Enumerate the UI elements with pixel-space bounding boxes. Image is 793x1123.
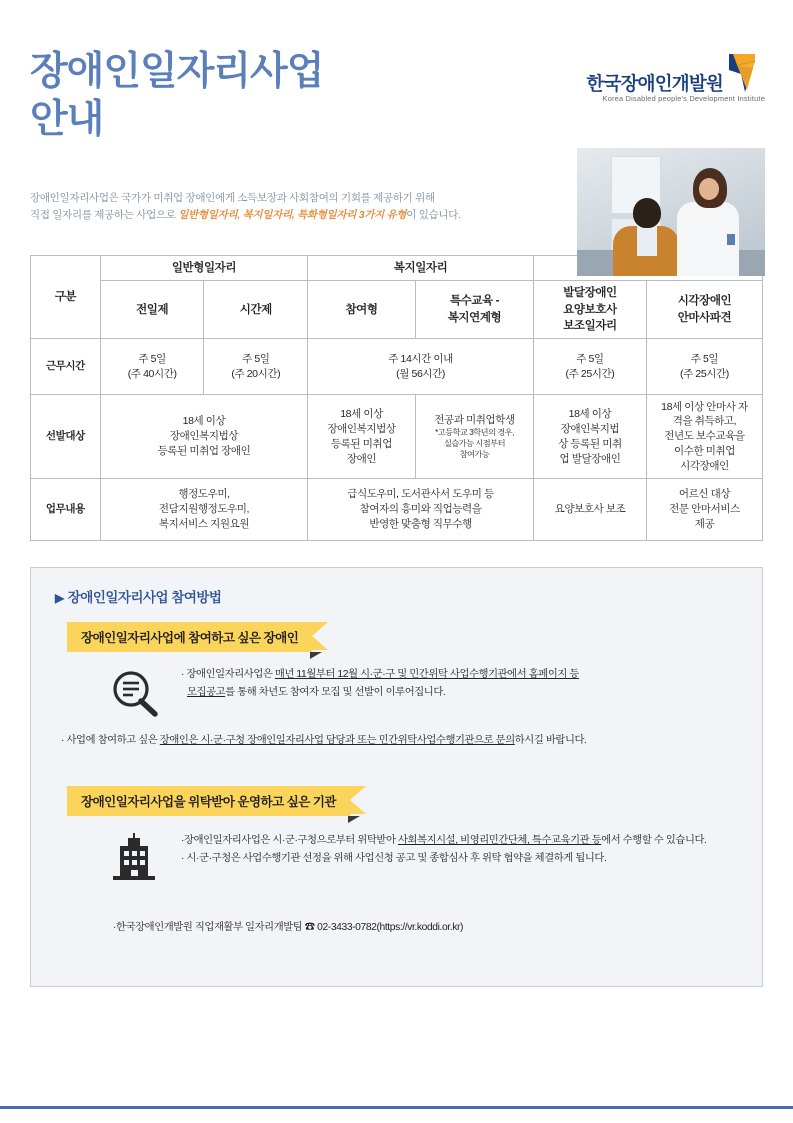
ribbon-institution-shadow — [348, 816, 360, 823]
page-title — [30, 48, 450, 143]
table-row — [31, 395, 763, 479]
table-subheader-fulltime: 전일제 — [100, 281, 204, 339]
cell-working-hours-visual: 주 5일 (주 25시간) — [646, 339, 762, 395]
header-description-prefix: 직접 일자리를 제공하는 사업으로 — [30, 209, 179, 222]
table-subheader-special-education: 특수교육 - 복지연계형 — [415, 281, 533, 339]
cell-duties-visual: 어르신 대상 전문 안마서비스 제공 — [646, 479, 762, 541]
header-description-line2 — [30, 207, 510, 224]
header-description — [30, 190, 510, 225]
header-description-suffix: 이 있습니다. — [406, 209, 461, 222]
photo-person-seated-shirt — [637, 226, 657, 256]
participant-info-line-3: · 사업에 참여하고 싶은 장애인은 시·군·구청 장애인일자리사업 담당과 또는 민간위탁사업수행기관으로 문의하시길 바랍니다. — [61, 735, 587, 747]
page-title-line1: 장애인일자리사업 — [30, 50, 324, 93]
cell-selection-developmental: 18세 이상 장애인복지법 상 등록된 미취 업 발달장애인 — [534, 395, 647, 479]
building-icon — [107, 832, 161, 882]
table-group-header-welfare: 복지일자리 — [308, 256, 534, 281]
participation-section-title: ▶ 장애인일자리사업 참여방법 — [55, 590, 222, 606]
row-label-selection-target: 선발대상 — [31, 395, 101, 479]
page-title-line2: 안내 — [30, 97, 104, 141]
title-block — [30, 48, 450, 143]
table-subheader-developmental: 발달장애인 요양보호사 보조일자리 — [534, 281, 647, 339]
cell-duties-general: 행정도우미, 전담지원행정도우미, 복지서비스 지원요원 — [100, 479, 307, 541]
magnifier-search-icon — [107, 668, 161, 718]
institution-info-block — [49, 832, 744, 888]
cell-duties-welfare: 급식도우미, 도서관사서 도우미 등 참여자의 흥미와 직업능력을 반영한 맞춤형 직무수행 — [308, 479, 534, 541]
ribbon-participant-shadow — [310, 652, 322, 659]
organization-logo — [520, 50, 765, 110]
job-types-table — [30, 255, 763, 541]
cell-working-hours-parttime: 주 5일 (주 20시간) — [204, 339, 308, 395]
photo-id-badge — [727, 234, 735, 245]
cell-duties-developmental: 요양보호사 보조 — [534, 479, 647, 541]
cell-selection-special-education: 전공과 미취업학생 *고등학교 3학년의 경우, 실습가능 시점부터 참여가능 — [415, 395, 533, 479]
header-description-emphasis: 일반형일자리, 복지일자리, 특화형일자리 3가지 유형 — [178, 209, 407, 222]
header-photo — [577, 148, 765, 276]
photo-person-standing-face — [699, 178, 719, 200]
triangle-right-icon: ▶ — [55, 591, 64, 606]
job-types-table-wrapper — [30, 255, 763, 541]
cell-working-hours-developmental: 주 5일 (주 25시간) — [534, 339, 647, 395]
cell-selection-visual: 18세 이상 안마사 자 격을 취득하고, 전년도 보수교육을 이수한 미취업 시각장애인 — [646, 395, 762, 479]
header — [0, 0, 793, 255]
contact-info: ·한국장애인개발원 직업재활부 일자리개발팀 ☎ 02-3433-0782(https://vr.koddi.or.kr) — [113, 922, 464, 934]
section-spacer — [49, 750, 744, 786]
institution-info-line-1: ·장애인일자리사업은 시·군·구청으로부터 위탁받아 사회복지시설, 비영리민간단체, 특수교육기관 등에서 수행할 수 있습니다. — [181, 835, 707, 847]
footer-rule — [0, 1106, 793, 1109]
table-corner-label: 구분 — [31, 256, 101, 339]
table-subheader-participation: 참여형 — [308, 281, 416, 339]
cell-selection-general: 18세 이상 장애인복지법상 등록된 미취업 장애인 — [100, 395, 307, 479]
cell-working-hours-welfare: 주 14시간 이내 (월 56시간) — [308, 339, 534, 395]
table-subheader-visual: 시각장애인 안마사파견 — [646, 281, 762, 339]
table-row — [31, 479, 763, 541]
cell-working-hours-fulltime: 주 5일 (주 40시간) — [100, 339, 204, 395]
participant-info-line-2: 모집공고를 통해 차년도 참여자 모집 및 선발이 이루어집니다. — [187, 687, 446, 699]
table-subheader-parttime: 시간제 — [204, 281, 308, 339]
row-label-working-hours: 근무시간 — [31, 339, 101, 395]
cell-selection-participation: 18세 이상 장애인복지법상 등록된 미취업 장애인 — [308, 395, 416, 479]
logo-korean-name: 한국장애인개발원 — [586, 73, 723, 94]
header-description-line1: 장애인일자리사업은 국가가 미취업 장애인에게 소득보장과 사회참여의 기회를 제공하기 위해 — [30, 192, 435, 204]
participant-info-line-1: · 장애인일자리사업은 매년 11월부터 12월 시·군·구 및 민간위탁 사업수행기관에서 홈페이지 등 — [181, 669, 579, 681]
ribbon-institution: 장애인일자리사업을 위탁받아 운영하고 싶은 기관 — [67, 786, 350, 816]
table-row — [31, 339, 763, 395]
table-sub-header-row — [31, 281, 763, 339]
logo-english-name: Korea Disabled people's Development Institute — [602, 94, 765, 103]
participation-section — [30, 567, 763, 987]
ribbon-participant: 장애인일자리사업에 참여하고 싶은 장애인 — [67, 622, 312, 652]
row-label-job-duties: 업무내용 — [31, 479, 101, 541]
photo-person-seated-head — [633, 198, 661, 228]
participant-info-block — [49, 666, 744, 722]
logo-mark-icon — [725, 52, 759, 94]
table-group-header-general: 일반형일자리 — [100, 256, 307, 281]
institution-info-line-2: · 시·군·구청은 사업수행기관 선정을 위해 사업신청 공고 및 종합심사 후 위탁 협약을 체결하게 됩니다. — [181, 853, 607, 865]
